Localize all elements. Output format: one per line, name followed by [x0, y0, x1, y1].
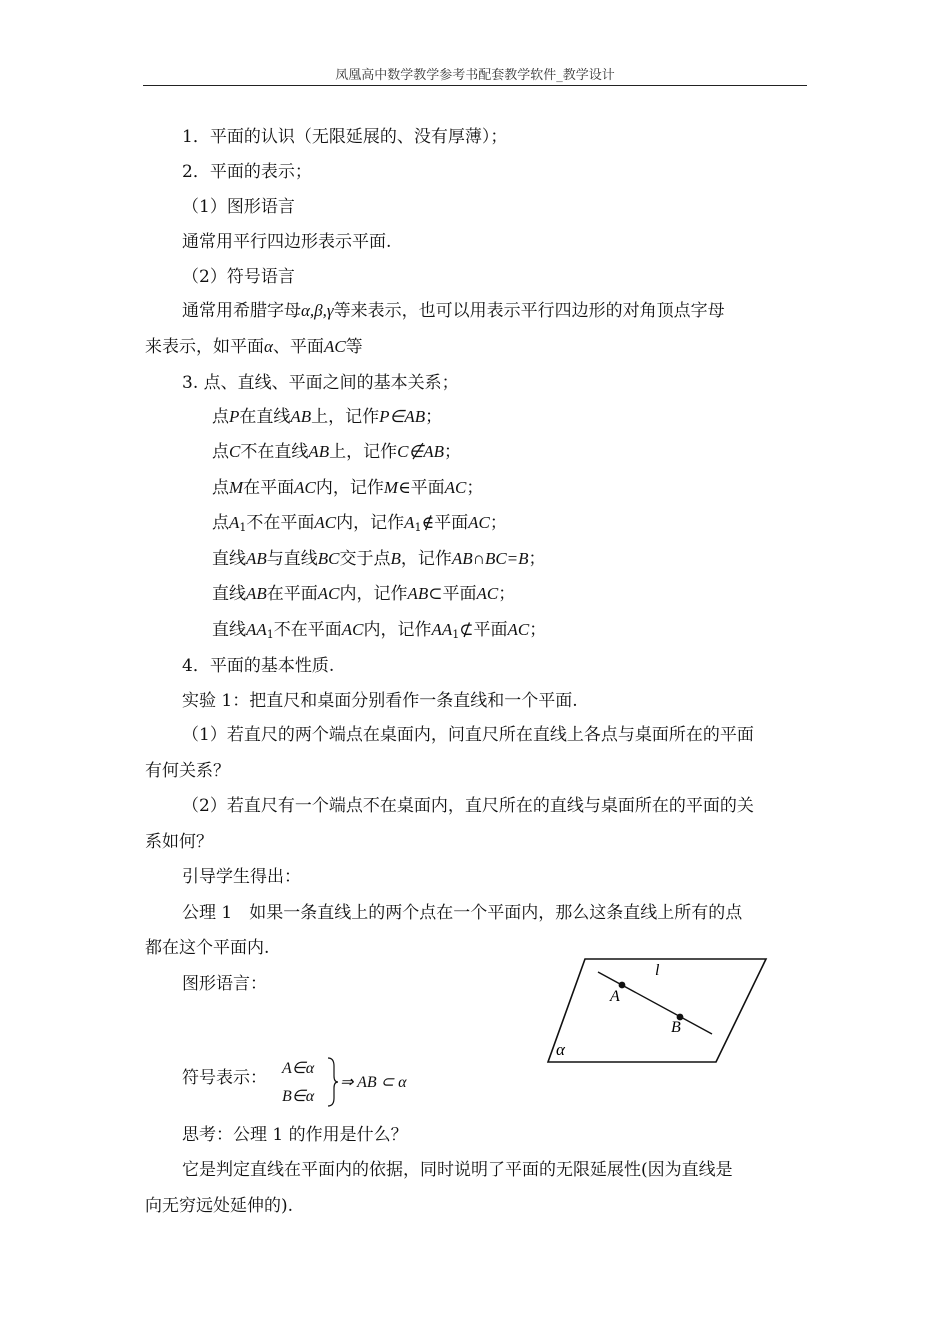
relation-2: 点C不在直线AB上，记作C∉AB； [212, 442, 462, 462]
point-a-label: A [610, 988, 620, 1005]
page-header: 凤凰高中数学教学参考书配套教学软件_教学设计 [335, 68, 615, 83]
item-1: 1．平面的认识（无限延展的、没有厚薄）； [182, 127, 508, 147]
relation-3: 点M在平面AC内，记作M∈平面AC； [212, 478, 484, 498]
question-2-line2: 系如何？ [145, 832, 213, 852]
relation-5: 直线AB与直线BC交于点B，记作AB∩BC=B； [212, 549, 546, 569]
symbol-expression [278, 1054, 438, 1110]
item-2-2: （2）符号语言 [182, 267, 295, 287]
item-2-1: （1）图形语言 [182, 197, 295, 217]
relation-7: 直线$AA_1$不在平面AC内，记作$AA_1⊄$平面AC； [212, 620, 547, 641]
paragraph-graphic: 通常用平行四边形表示平面. [182, 232, 392, 252]
header-rule [143, 85, 807, 86]
graphic-language-label: 图形语言： [182, 974, 267, 994]
paragraph-symbol-line2: 来表示，如平面α、平面AC等 [145, 337, 363, 357]
symbol-result: ⇒ AB ⊂ α [340, 1074, 407, 1091]
item-4: 4．平面的基本性质. [182, 656, 335, 676]
think-question: 思考：公理 1 的作用是什么？ [182, 1125, 408, 1145]
right-brace [326, 1056, 340, 1108]
plane-label: α [556, 1040, 565, 1059]
question-1-line1: （1）若直尺的两个端点在桌面内，问直尺所在直线上各点与桌面所在的平面 [182, 725, 754, 745]
plane-figure [540, 954, 780, 1066]
relation-1: 点P在直线AB上，记作P∈AB； [212, 407, 443, 427]
question-1-line2: 有何关系？ [145, 761, 230, 781]
axiom-1-line1: 公理 1 如果一条直线上的两个点在一个平面内，那么这条直线上所有的点 [182, 903, 743, 923]
question-2-line1: （2）若直尺有一个端点不在桌面内，直尺所在的直线与桌面所在的平面的关 [182, 796, 754, 816]
line-label: l [655, 962, 660, 979]
answer-line1: 它是判定直线在平面内的依据，同时说明了平面的无限延展性(因为直线是 [182, 1160, 733, 1180]
symbol-label: 符号表示： [182, 1068, 267, 1088]
symbol-row-2: B∈α [282, 1088, 315, 1105]
experiment-1: 实验 1：把直尺和桌面分别看作一条直线和一个平面. [182, 691, 578, 711]
axiom-1-line2: 都在这个平面内. [145, 938, 270, 958]
item-2: 2．平面的表示； [182, 162, 312, 182]
point-b-label: B [671, 1019, 681, 1036]
guide-text: 引导学生得出： [182, 867, 301, 887]
item-3: 3. 点、直线、平面之间的基本关系； [182, 373, 459, 393]
relation-4: 点$A_1$不在平面AC内，记作$A_1\notin$平面AC； [212, 513, 507, 534]
relation-6: 直线AB在平面AC内，记作AB⊂平面AC； [212, 584, 516, 604]
paragraph-symbol-line1: 通常用希腊字母α,β,γ等来表示，也可以用表示平行四边形的对角顶点字母 [182, 301, 725, 321]
answer-line2: 向无穷远处延伸的). [145, 1196, 294, 1216]
symbol-row-1: A∈α [282, 1060, 315, 1077]
